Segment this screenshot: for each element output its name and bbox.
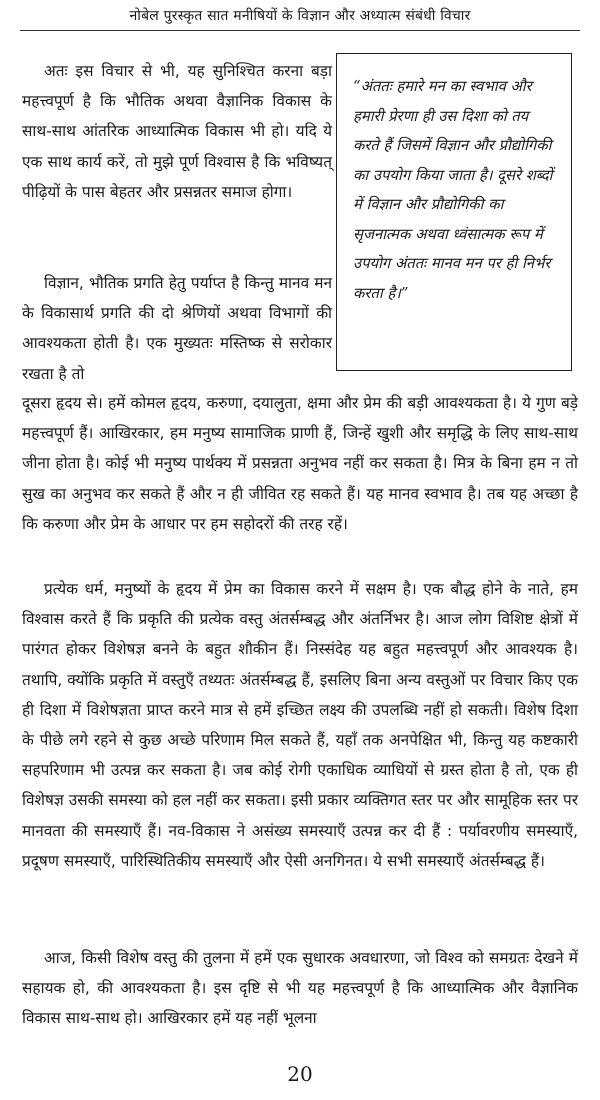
running-head: नोबेल पुरस्कृत सात मनीषियों के विज्ञान और अध्यात्म संबंधी विचार [129, 8, 471, 24]
pull-quote-text: “अंततः हमारे मन का स्वभाव और हमारी प्रेरणा ही उस दिशा को तय करते हैं जिसमें विज्ञान और प्रौद्योगिकी का उपयोग किया जाता है। दूसरे शब्दों में विज्ञान और प्रौद्योगिकी का सृजनात्मक अथवा ध्वंसात्मक रूप में उपयोग अंततः मानव मन पर ही निर्भर करता है।” [353, 78, 553, 302]
paragraph-2-full: दूसरा हृदय से। हमें कोमल हृदय, करुणा, दयालुता, क्षमा और प्रेम की बड़ी आवश्यकता है। ये गुण बड़े महत्त्वपूर्ण हैं। आखिरकार, हम मनुष्य सामाजिक प्राणी हैं, जिन्हें खुशी और समृद्धि के लिए साथ-साथ जीना होता है। कोई भी मनुष्य पार्थक्य में प्रसन्नता अनुभव नहीं कर सकता है। मित्र के बिना हम न तो सुख का अनुभव कर सकते हैं और न ही जीवित रह सकते हैं। यह मानव स्वभाव है। तब यह अच्छा है कि करुणा और प्रेम के आधार पर हम सहोदरों की तरह रहें। [22, 394, 578, 533]
paragraph-2-narrow: विज्ञान, भौतिक प्रगति हेतु पर्याप्त है किन्तु मानव मन के विकासार्थ प्रगति की दो श्रेणियों अथवा विभागों की आवश्यकता होती है। एक मुख्यतः मस्तिष्क से सरोकार रखता है तो [22, 274, 332, 383]
paragraph-1: अतः इस विचार से भी, यह सुनिश्चित करना बड़ा महत्त्वपूर्ण है कि भौतिक अथवा वैज्ञानिक विकास के साथ-साथ आंतरिक आध्यात्मिक विकास भी हो। यदि ये एक साथ कार्य करें, तो मुझे पूर्ण विश्वास है कि भविष्यत् पीढ़ियों के पास बेहतर और प्रसन्नतर समाज होगा। [22, 62, 332, 201]
page-number: 20 [287, 1062, 313, 1086]
paragraph-4: आज, किसी विशेष वस्तु की तुलना में हमें एक सुधारक अवधारणा, जो विश्व को समग्रतः देखने में सहायक हो, की आवश्यकता है। इस दृष्टि से भी यह महत्त्वपूर्ण है कि आध्यात्मिक और वैज्ञानिक विकास साथ-साथ हो। आखिरकार हमें यह नहीं भूलना [22, 949, 578, 1028]
paragraph-3: प्रत्येक धर्म, मनुष्यों के हृदय में प्रेम का विकास करने में सक्षम है। एक बौद्ध होने के नाते, हम विश्वास करते हैं कि प्रकृति की प्रत्येक वस्तु अंतर्सम्बद्ध और अंतर्निभर है। आज लोग विशिष्ट क्षेत्रों में पारंगत होकर विशेषज्ञ बनने के बहुत शौकीन हैं। निस्संदेह यह बहुत महत्त्वपूर्ण और आवश्यक है। तथापि, क्योंकि प्रकृति में वस्तुएँ तथ्यतः अंतर्सम्बद्ध हैं, इसलिए बिना अन्य वस्तुओं पर विचार किए एक ही दिशा में विशेषज्ञता प्राप्त करने मात्र से हमें इच्छित लक्ष्य की उपलब्धि नहीं हो सकती। विशेष दिशा के पीछे लगे रहने से कुछ अच्छे परिणाम मिल सकते हैं, यहाँ तक अनपेक्षित भी, किन्तु यह कष्टकारी सहपरिणाम भी उत्पन्न कर सकता है। जब कोई रोगी एकाधिक व्याधियों से ग्रस्त होता है तो, एक ही विशेषज्ञ उसकी समस्या को हल नहीं कर सकता। इसी प्रकार व्यक्तिगत स्तर पर और सामूहिक स्तर पर मानवता की समस्याएँ हैं। नव-विकास ने असंख्य समस्याएँ उत्पन्न कर दी हैं : पर्यावरणीय समस्याएँ, प्रदूषण समस्याएँ, पारिस्थितिकीय समस्याएँ और ऐसी अनगिनत। ये सभी समस्याएँ अंतर्सम्बद्ध हैं। [22, 580, 578, 870]
header-rule [20, 30, 580, 31]
pull-quote-box [336, 53, 572, 371]
